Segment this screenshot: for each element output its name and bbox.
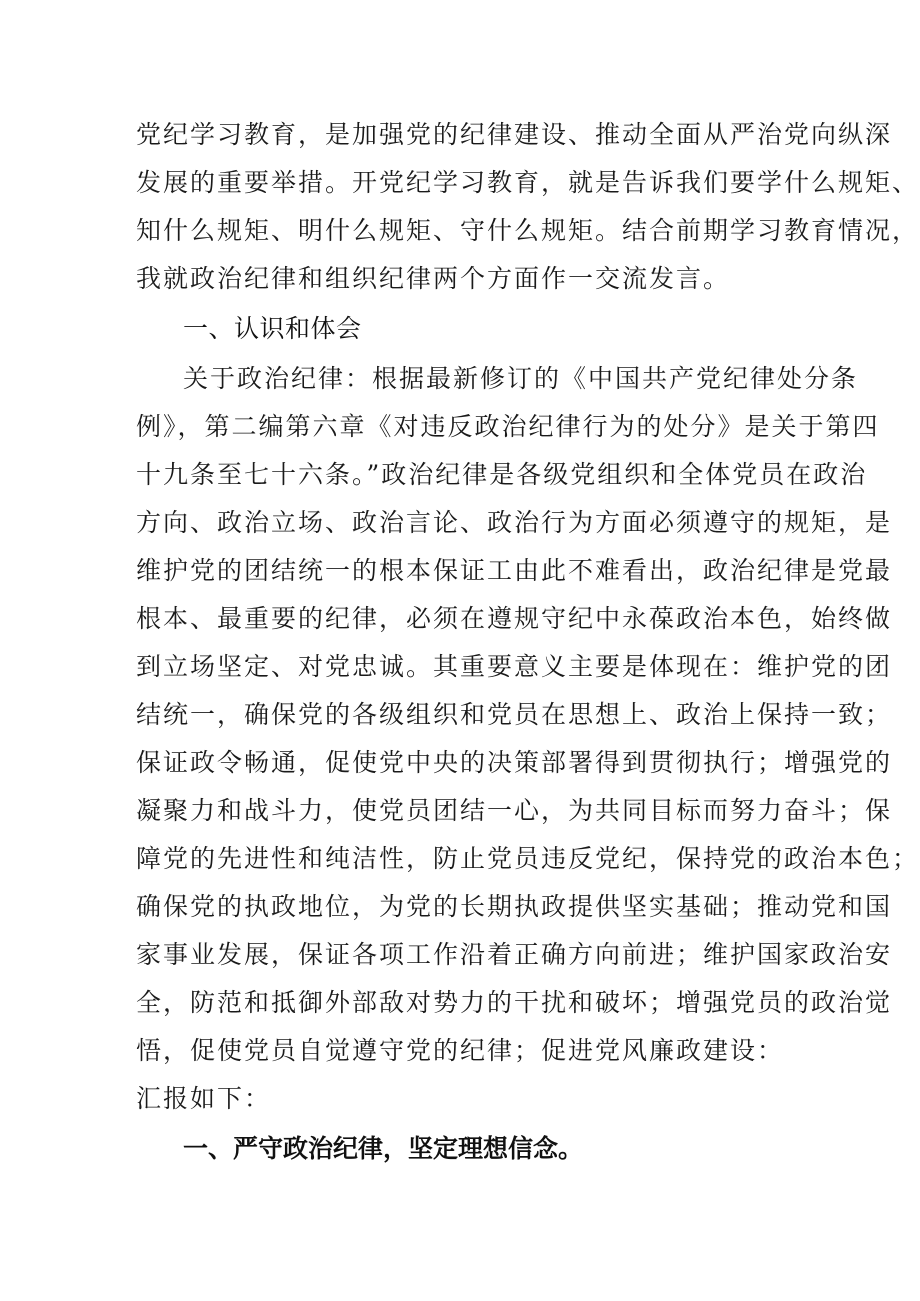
intro-line-4: 我就政治纪律和组织纪律两个方面作一交流发言。 [136, 264, 731, 293]
body-line-13: 家事业发展，保证各项工作沿着正确方向前进；维护国家政治安 [136, 940, 893, 969]
body-line-1: 关于政治纪律：根据最新修订的《中国共产党纪律处分条 [183, 364, 859, 393]
body-line-3: 十九条至七十六条。”政治纪律是各级党组织和全体党员在政治 [136, 460, 868, 489]
body-line-15: 悟，促使党员自觉遵守党的纪律；促进党风廉政建设： [136, 1036, 785, 1065]
body-line-9: 保证政令畅通，促使党中央的决策部署得到贯彻执行；增强党的 [136, 748, 893, 777]
section-heading-2: 一、严守政治纪律，坚定理想信念。 [183, 1134, 584, 1163]
body-line-7: 到立场坚定、对党忠诚。其重要意义主要是体现在：维护党的团 [136, 652, 893, 681]
report-line: 汇报如下： [136, 1084, 272, 1113]
intro-line-3: 知什么规矩、明什么规矩、守什么规矩。结合前期学习教育情况， [136, 216, 920, 245]
intro-line-1: 党纪学习教育，是加强党的纪律建设、推动全面从严治党向纵深 [136, 120, 893, 149]
section-heading-1: 一、认识和体会 [183, 314, 362, 343]
body-line-12: 确保党的执政地位，为党的长期执政提供坚实基础；推动党和国 [136, 892, 893, 921]
body-line-14: 全，防范和抵御外部敌对势力的干扰和破坏；增强党员的政治觉 [136, 988, 893, 1017]
body-line-4: 方向、政治立场、政治言论、政治行为方面必须遵守的规矩，是 [136, 508, 893, 537]
body-line-2: 例》，第二编第六章《对违反政治纪律行为的处分》是关于第四 [136, 412, 880, 441]
intro-line-2: 发展的重要举措。开党纪学习教育，就是告诉我们要学什么规矩、 [136, 168, 920, 197]
body-line-5: 维护党的团结统一的根本保证工由此不难看出，政治纪律是党最 [136, 556, 893, 585]
body-line-8: 结统一，确保党的各级组织和党员在思想上、政治上保持一致； [136, 700, 893, 729]
body-line-11: 障党的先进性和纯洁性，防止党员违反党纪，保持党的政治本色； [136, 844, 920, 873]
body-line-10: 凝聚力和战斗力，使党员团结一心，为共同目标而努力奋斗；保 [136, 796, 893, 825]
body-line-6: 根本、最重要的纪律，必须在遵规守纪中永葆政治本色，始终做 [136, 604, 893, 633]
